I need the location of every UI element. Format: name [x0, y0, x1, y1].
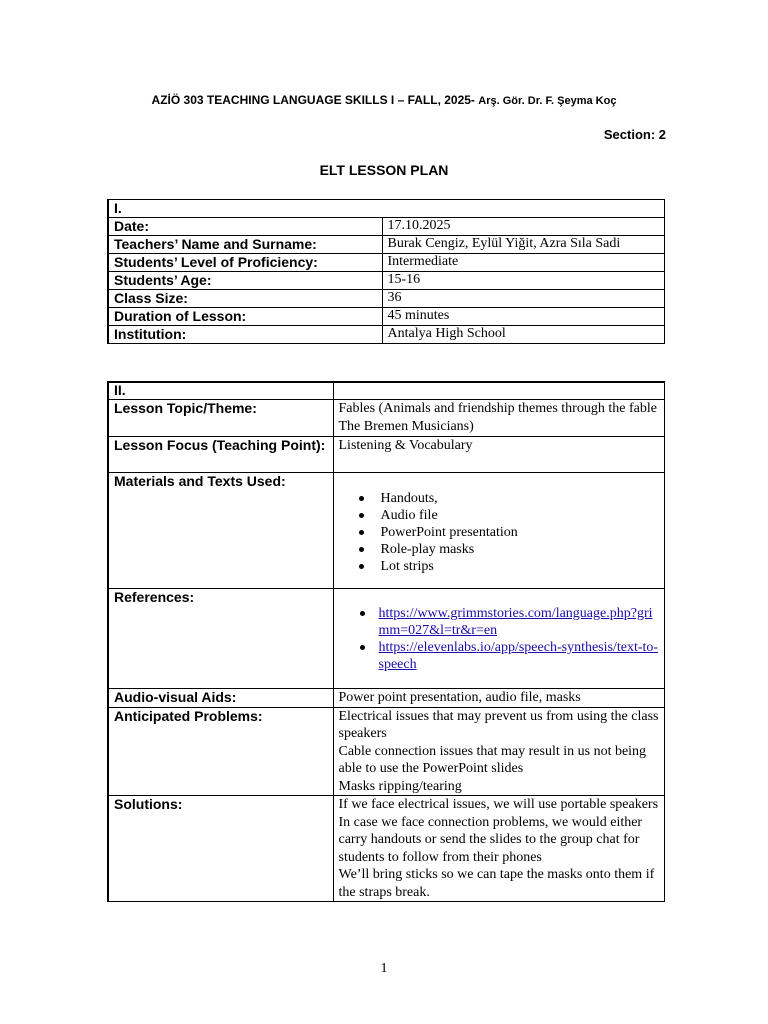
list-item: Role-play masks — [381, 541, 659, 558]
solutions-cell — [333, 796, 664, 902]
table-row — [108, 254, 664, 272]
date-value: 17.10.2025 — [382, 218, 664, 236]
duration-label: Duration of Lesson: — [108, 308, 382, 326]
materials-label: Materials and Texts Used: — [108, 473, 333, 589]
table-row — [108, 326, 664, 344]
problem-line: Masks ripping/tearing — [338, 778, 462, 794]
plan-table-heading: II. — [108, 382, 333, 400]
class-size-label: Class Size: — [108, 290, 382, 308]
references-list — [339, 605, 662, 673]
aids-value: Power point presentation, audio file, masks — [333, 689, 664, 708]
age-label: Students’ Age: — [108, 272, 382, 290]
solution-line: We’ll bring sticks so we can tape the masks onto them if the straps break. — [338, 867, 655, 900]
date-label: Date: — [108, 218, 382, 236]
table-row — [108, 689, 664, 708]
list-item — [379, 639, 662, 673]
table-row — [108, 272, 664, 290]
class-size-value: 36 — [382, 290, 664, 308]
teachers-value: Burak Cengiz, Eylül Yiğit, Azra Sıla Sadi — [382, 236, 664, 254]
proficiency-label: Students’ Level of Proficiency: — [108, 254, 382, 272]
course-title: AZİÖ 303 TEACHING LANGUAGE SKILLS I – FALL, 2025- — [151, 93, 475, 107]
materials-list — [339, 490, 659, 575]
table-row — [108, 308, 664, 326]
list-item: Lot strips — [381, 558, 659, 575]
topic-value: Fables (Animals and friendship themes through the fable The Bremen Musicians) — [333, 400, 664, 437]
problems-label: Anticipated Problems: — [108, 707, 333, 796]
topic-label: Lesson Topic/Theme: — [108, 400, 333, 437]
solutions-label: Solutions: — [108, 796, 333, 902]
table-row — [108, 796, 664, 902]
list-item: PowerPoint presentation — [381, 524, 659, 541]
duration-value: 45 minutes — [382, 308, 664, 326]
table-row — [108, 589, 664, 689]
info-table-heading: I. — [108, 200, 664, 218]
focus-value: Listening & Vocabulary — [333, 437, 664, 473]
table-row — [108, 437, 664, 473]
course-header — [0, 93, 768, 107]
problems-cell — [333, 707, 664, 796]
age-value: 15-16 — [382, 272, 664, 290]
instructor-name: Arş. Gör. Dr. F. Şeyma Koç — [478, 95, 617, 107]
proficiency-value: Intermediate — [382, 254, 664, 272]
problem-line: Cable connection issues that may result in us not being able to use the PowerPoint slides — [338, 743, 647, 776]
institution-label: Institution: — [108, 326, 382, 344]
document-title: ELT LESSON PLAN — [319, 162, 449, 178]
table-row — [108, 400, 664, 437]
plan-table-heading-row — [108, 382, 664, 400]
reference-link-elevenlabs[interactable]: https://elevenlabs.io/app/speech-synthesis/text-to-speech — [378, 640, 659, 672]
references-label: References: — [108, 589, 333, 689]
info-table-heading-row — [108, 200, 664, 218]
problem-line: Electrical issues that may prevent us from using the class speakers — [338, 708, 659, 741]
list-item: Handouts, — [381, 490, 659, 507]
solution-line: In case we face connection problems, we would either carry handouts or send the slides to the group chat for students to follow from their phones — [338, 814, 643, 865]
aids-label: Audio-visual Aids: — [108, 689, 333, 708]
solution-line: If we face electrical issues, we will use portable speakers — [338, 797, 659, 812]
table-row — [108, 236, 664, 254]
list-item — [379, 605, 662, 639]
focus-label: Lesson Focus (Teaching Point): — [108, 437, 333, 473]
institution-value: Antalya High School — [382, 326, 664, 344]
plan-table-heading-blank — [333, 382, 664, 400]
info-table — [107, 199, 665, 344]
materials-cell — [333, 473, 664, 589]
section-label: Section: 2 — [603, 127, 666, 142]
teachers-label: Teachers’ Name and Surname: — [108, 236, 382, 254]
plan-table — [107, 381, 665, 902]
reference-link-grimmstories[interactable]: https://www.grimmstories.com/language.php?grimm=027&l=tr&r=en — [378, 606, 653, 638]
page-number: 1 — [380, 961, 388, 976]
list-item: Audio file — [381, 507, 659, 524]
table-row — [108, 473, 664, 589]
table-row — [108, 290, 664, 308]
references-cell — [333, 589, 664, 689]
table-row — [108, 707, 664, 796]
table-row — [108, 218, 664, 236]
